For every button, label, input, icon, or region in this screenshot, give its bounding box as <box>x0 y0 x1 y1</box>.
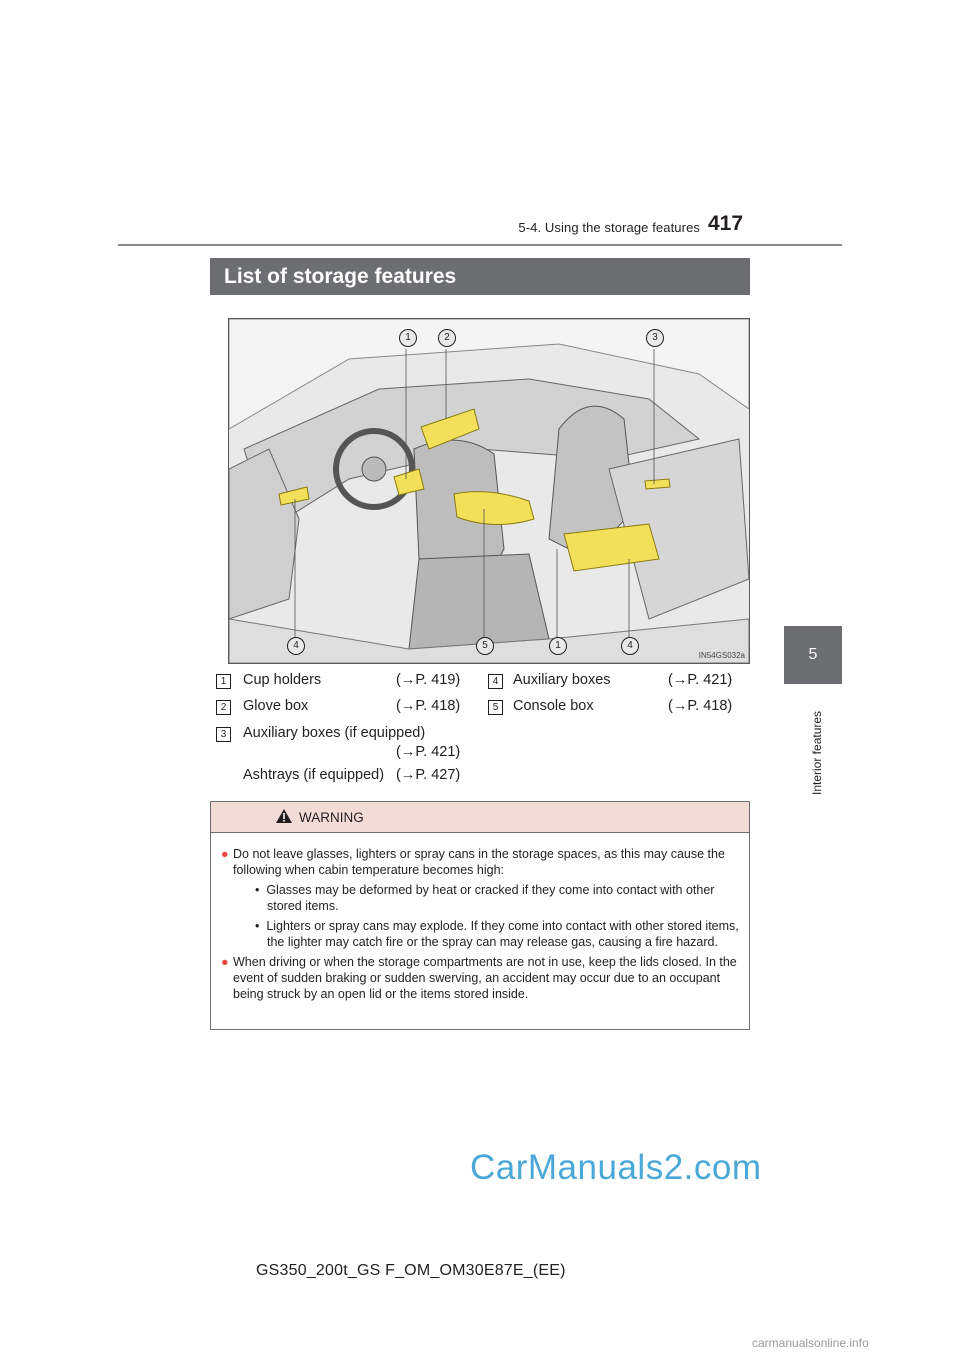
item-ref[interactable]: (→P. 427) <box>396 767 461 783</box>
bullet-dot-icon: ● <box>221 847 229 861</box>
item-ref[interactable]: (→P. 418) <box>396 698 461 714</box>
warning-box <box>210 801 750 1030</box>
callout-2-top: 2 <box>438 329 456 347</box>
item-number: 2 <box>216 700 231 715</box>
sub-bullet-icon: • <box>255 919 267 933</box>
bullet-dot-icon: ● <box>221 955 229 969</box>
page-number: 417 <box>708 212 744 235</box>
item-label: Auxiliary boxes <box>513 672 611 688</box>
callout-1-bottom: 1 <box>549 637 567 655</box>
warning-subitem: • Glasses may be deformed by heat or cracked if they come into contact with other stored items. <box>255 883 715 913</box>
item-label: Ashtrays (if equipped) <box>243 767 385 783</box>
item-label: Cup holders <box>243 672 322 688</box>
watermark-carmanuals2[interactable]: CarManuals2.com <box>470 1148 762 1187</box>
item-ref[interactable]: (→P. 421) <box>668 672 733 688</box>
warning-title: WARNING <box>299 810 364 825</box>
callout-3-top: 3 <box>646 329 664 347</box>
warning-subitem: • Lighters or spray cans may explode. If they come into contact with other stored items, the lighter may catch fire or the spray can may release gas, causing a fire hazard. <box>255 919 739 949</box>
item-label: Auxiliary boxes (if equipped) <box>243 725 426 741</box>
chapter-tab-label: Interior features <box>810 710 824 795</box>
chapter-tab-label-wrap <box>806 690 826 800</box>
warning-body <box>221 846 743 1006</box>
warning-triangle-icon <box>275 808 293 824</box>
interior-illustration <box>228 318 750 664</box>
callout-4-bottom: 4 <box>287 637 305 655</box>
chapter-tab[interactable]: 5 <box>784 626 842 684</box>
watermark-carmanualsonline[interactable]: carmanualsonline.info <box>752 1336 869 1350</box>
item-ref[interactable]: (→P. 419) <box>396 672 461 688</box>
figure-code: IN54GS032a <box>698 651 745 660</box>
item-number: 5 <box>488 700 503 715</box>
car-interior-drawing <box>229 319 749 663</box>
item-number: 4 <box>488 674 503 689</box>
item-ref[interactable]: (→P. 421) <box>396 744 461 760</box>
item-label: Glove box <box>243 698 309 714</box>
header-divider <box>118 244 842 246</box>
warning-item: ● When driving or when the storage compartments are not in use, keep the lids closed. In the event of sudden braking or sudden swerving, an accident may occur due to an occupant being struck by an open lid or the items stored inside. <box>221 955 737 1001</box>
item-label: Console box <box>513 698 594 714</box>
item-number: 1 <box>216 674 231 689</box>
warning-item: ● Do not leave glasses, lighters or spray cans in the storage spaces, as this may cause the following when cabin temperature becomes high: <box>221 847 725 877</box>
section-title: 5-4. Using the storage features <box>518 220 700 235</box>
rear-aux-upper-highlight <box>645 479 670 489</box>
item-number: 3 <box>216 727 231 742</box>
page-heading: List of storage features <box>210 258 750 295</box>
sub-bullet-icon: • <box>255 883 267 897</box>
callout-1-top: 1 <box>399 329 417 347</box>
item-ref[interactable]: (→P. 418) <box>668 698 733 714</box>
warning-header <box>211 802 749 833</box>
callout-5-bottom: 5 <box>476 637 494 655</box>
document-code: GS350_200t_GS F_OM_OM30E87E_(EE) <box>256 1262 566 1279</box>
callout-4b-bottom: 4 <box>621 637 639 655</box>
